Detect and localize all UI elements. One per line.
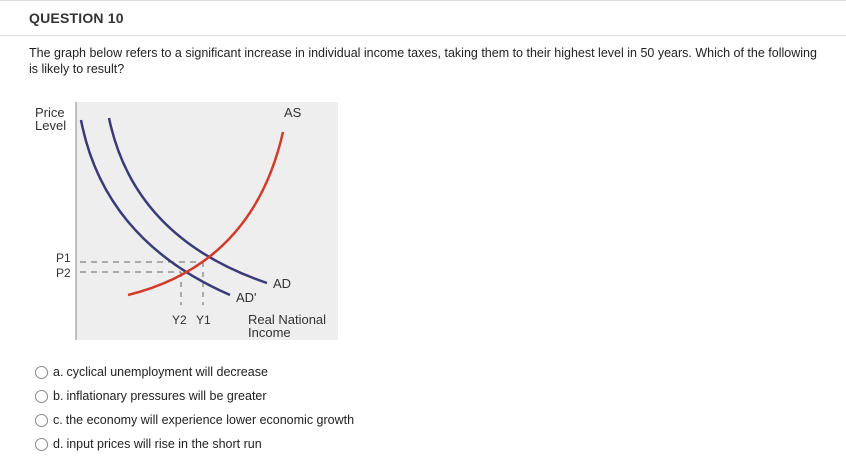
option-b-radio[interactable] xyxy=(35,390,48,403)
option-c-letter: c. xyxy=(53,413,63,427)
option-c-radio[interactable] xyxy=(35,414,48,427)
y-axis-label-line2: Level xyxy=(35,118,67,133)
p1-label: P1 xyxy=(56,251,71,265)
graph-svg xyxy=(30,100,350,345)
option-a-radio[interactable] xyxy=(35,366,48,379)
ad-as-graph xyxy=(30,100,350,345)
option-d-text: input prices will rise in the short run xyxy=(66,437,262,451)
answer-options xyxy=(35,360,354,456)
option-d-radio[interactable] xyxy=(35,438,48,451)
question-text: The graph below refers to a significant increase in individual income taxes, taking them to their highest level in 50 years. Which of the following is likely to result? xyxy=(29,46,817,76)
y2-label: Y2 xyxy=(172,313,187,327)
y1-label: Y1 xyxy=(196,313,211,327)
title-divider xyxy=(0,35,846,36)
option-c-text: the economy will experience lower economic growth xyxy=(65,413,355,427)
option-b[interactable] xyxy=(35,384,354,408)
x-axis-label-line2: Income xyxy=(248,325,291,340)
question-title: QUESTION 10 xyxy=(29,10,124,26)
option-a[interactable] xyxy=(35,360,354,384)
option-c[interactable] xyxy=(35,408,354,432)
option-a-text: cyclical unemployment will decrease xyxy=(66,365,268,379)
option-d-letter: d. xyxy=(53,437,64,451)
x-axis-label-line1: Real National xyxy=(248,312,327,327)
p2-label: P2 xyxy=(56,266,71,280)
option-b-text: inflationary pressures will be greater xyxy=(66,389,267,403)
plot-background xyxy=(76,102,338,340)
ad-prime-curve-label: AD' xyxy=(236,290,257,305)
top-divider xyxy=(0,0,846,1)
as-curve-label: AS xyxy=(284,105,302,120)
option-b-letter: b. xyxy=(53,389,64,403)
option-a-letter: a. xyxy=(53,365,64,379)
option-d[interactable] xyxy=(35,432,354,456)
ad-curve-label: AD xyxy=(273,276,292,291)
y-axis-label-line1: Price xyxy=(35,105,65,120)
